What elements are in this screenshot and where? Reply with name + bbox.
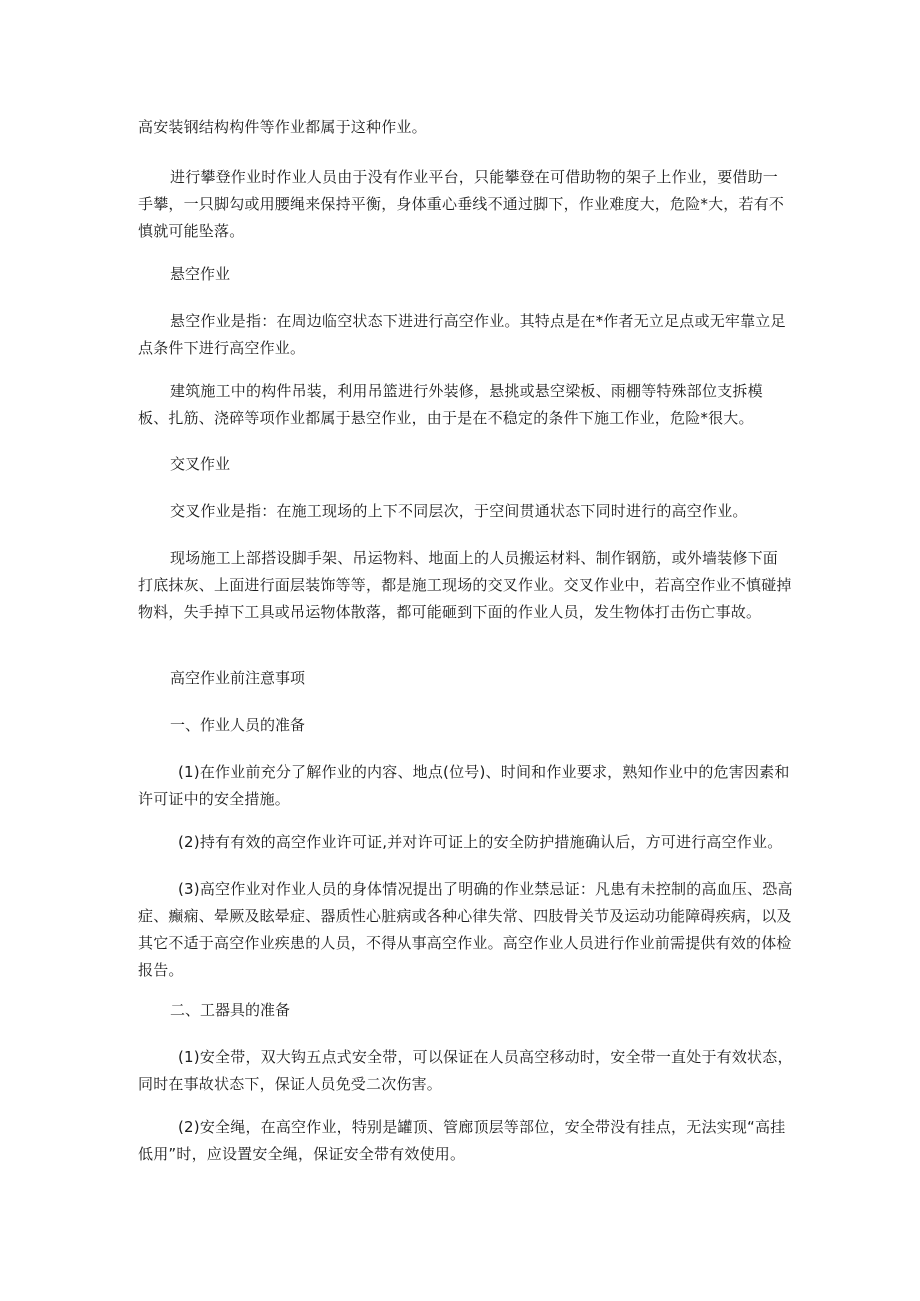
heading-precautions: 高空作业前注意事项 xyxy=(170,669,306,687)
paragraph-tools-item-1: (1)安全带，双大钩五点式安全带，可以保证在人员高空移动时，安全带一直处于有效状态，同时在事故状态下，保证人员免受二次伤害。 xyxy=(138,1048,793,1093)
paragraph-cross-definition: 交叉作业是指：在施工现场的上下不同层次，于空间贯通状态下同时进行的高空作业。 xyxy=(170,502,748,520)
paragraph-personnel-item-3: (3)高空作业对作业人员的身体情况提出了明确的作业禁忌证：凡患有未控制的高血压、恐高症、癫痫、晕厥及眩晕症、器质性心脏病或各种心律失常、四肢骨关节及运动功能障碍疾病，以及其它不适于高空作业疾患的人员，不得从事高空作业。高空作业人员进行作业前需提供有效的体检报告。 xyxy=(138,880,793,979)
paragraph-personnel-item-1: (1)在作业前充分了解作业的内容、地点(位号)、时间和作业要求，熟知作业中的危害因素和许可证中的安全措施。 xyxy=(138,763,790,808)
heading-tools-preparation: 二、工器具的准备 xyxy=(170,1001,291,1019)
paragraph-climbing-work: 进行攀登作业时作业人员由于没有作业平台，只能攀登在可借助物的架子上作业，要借助一手攀，一只脚勾或用腰绳来保持平衡，身体重心垂线不通过脚下，作业难度大，危险*大，若有不慎就可能坠落。 xyxy=(138,168,785,240)
paragraph-cross-examples: 现场施工上部搭设脚手架、吊运物料、地面上的人员搬运材料、制作钢筋，或外墙装修下面打底抹灰、上面进行面层装饰等等，都是施工现场的交叉作业。交叉作业中，若高空作业不慎碰掉物料，失手掉下工具或吊运物体散落，都可能砸到下面的作业人员，发生物体打击伤亡事故。 xyxy=(138,549,792,621)
paragraph-suspended-definition: 悬空作业是指：在周边临空状态下进进行高空作业。其特点是在*作者无立足点或无牢靠立足点条件下进行高空作业。 xyxy=(138,312,786,357)
paragraph-tools-item-2: (2)安全绳，在高空作业，特别是罐顶、管廊顶层等部位，安全带没有挂点，无法实现“高挂低用”时，应设置安全绳，保证安全带有效使用。 xyxy=(138,1118,786,1163)
heading-suspended-work: 悬空作业 xyxy=(170,265,231,283)
heading-personnel-preparation: 一、作业人员的准备 xyxy=(170,716,306,734)
heading-cross-work: 交叉作业 xyxy=(170,455,231,473)
paragraph-suspended-examples: 建筑施工中的构件吊装，利用吊篮进行外装修，悬挑或悬空梁板、雨棚等特殊部位支拆模板、扎筋、浇碎等项作业都属于悬空作业，由于是在不稳定的条件下施工作业，危险*很大。 xyxy=(138,382,763,427)
paragraph-personnel-item-2: (2)持有有效的高空作业许可证,并对许可证上的安全防护措施确认后，方可进行高空作业。 xyxy=(178,833,783,851)
paragraph-continuation: 高安装钢结构构件等作业都属于这种作业。 xyxy=(138,118,427,136)
